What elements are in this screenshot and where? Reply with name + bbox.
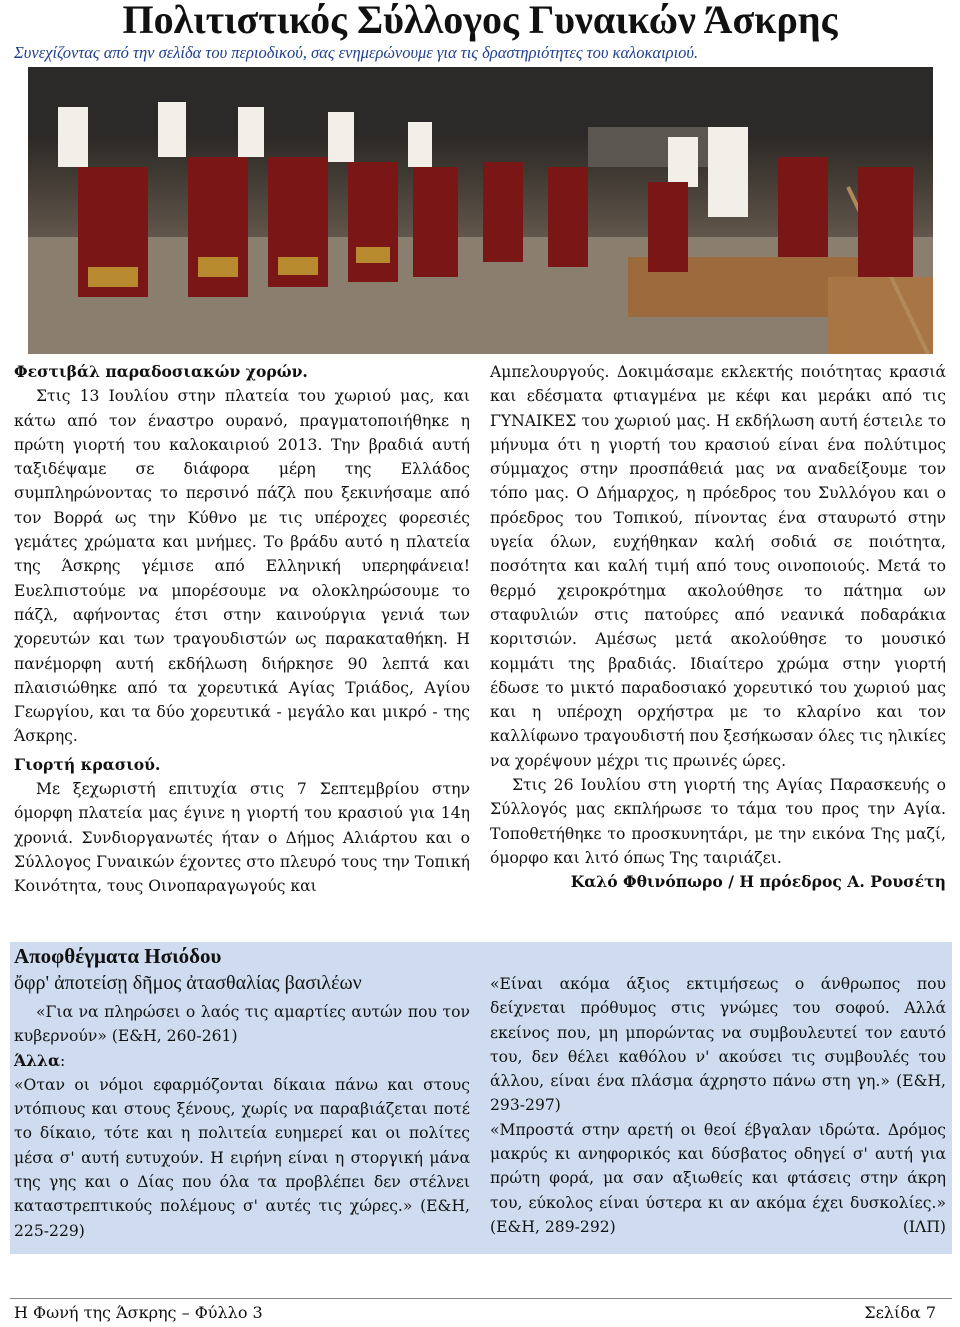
- footer-publication: Η Φωνή της Άσκρης – Φύλλο 3: [14, 1303, 263, 1322]
- quote-1: «Για να πληρώσει ο λαός τις αμαρτίες αυτών που τον κυβερνούν» (Ε&Η, 260-261): [14, 1003, 470, 1046]
- quotes-box: [10, 942, 952, 1254]
- page-title: Πολιτιστικός Σύλλογος Γυναικών Άσκρης: [122, 0, 838, 42]
- right-column: [490, 360, 946, 895]
- left-column: [14, 360, 470, 899]
- alla-line: [14, 1049, 470, 1073]
- signature: Καλό Φθινόπωρο / Η πρόεδρος Α. Ρουσέτη: [570, 872, 946, 892]
- alla-colon: :: [59, 1051, 66, 1070]
- quote-4: [490, 1118, 946, 1239]
- alla-label: Άλλα: [14, 1050, 60, 1070]
- wine-text: Με ξεχωριστή επιτυχία στις 7 Σεπτεμβρίου στην όμορφη πλατεία μας έγινε η γιορτή του κρασιού για 14η χρονιά. Συνδιοργανωτές ήταν ο Δήμος Αλιάρτου και ο Σύλλογος Γυναικών έχοντες στο πλευρό τους την Τοπική Κοινότητα, τους Οινοπαραγωγούς και: [14, 780, 470, 896]
- festival-text: Στις 13 Ιουλίου στην πλατεία του χωριού μας, και κάτω από τον έναστρο ουρανό, πραγματοποιήθηκε η πρώτη γιορτή του καλοκαιριού 2013. Την βραδιά αυτή ταξιδέψαμε σε διάφορα μέρη της Ελλάδος συμπληρώνοντας το περσινό πάζλ που ξεκινήσαμε από τον Βορρά ως την Κύθνο με τις υπέροχες φορεσιές γεμάτες χρώματα και μνήμες. Το βράδυ αυτό η πλατεία της Άσκρης γέμισε από Ελληνική υπερηφάνεια! Ευελπιστούμε να μπορέσουμε να ολοκληρώσουμε το πάζλ, αφήνοντας έτσι στην καινούργια γενιά των χορευτών και των τραγουδιστών ως παρακαταθήκη. Η πανέμορφη αυτή εκδήλωση διήρκησε 90 λεπτά και πλαισιώθηκε από τα χορευτικά Αγίας Τριάδος, Αγίου Γεωργίου, και τα δύο χορευτικά - μεγάλο και μικρό - της Άσκρης.: [14, 387, 470, 746]
- quote-3: «Είναι ακόμα άξιος εκτιμήσεως ο άνθρωπος που δείχνεται πρόθυμος στις γνώμες του σοφού. Αλλά εκείνος που, μη μπορώντας να συμβουλευτεί τον εαυτό του, δεν θέλει καθόλου ν' ακούσει τις συμβουλές του άλλου, είναι ένα πλάσμα άχρηστο πάνω στη γη.» (Ε&Η, 293-297): [490, 975, 946, 1115]
- wine-heading: Γιορτή κρασιού.: [14, 754, 161, 774]
- wine-text-continued: Αμπελουργούς. Δοκιμάσαμε εκλεκτής ποιότητας κρασιά και εδέσματα φτιαγμένα με κέφι και μεράκι από τις ΓΥΝΑΙΚΕΣ του χωριού μας. Η εκδήλωση αυτή έστειλε το μήνυμα ότι η γιορτή του κρασιού είναι ένα πολύτιμος σύμμαχος στην προσπάθειά μας να αναδείξουμε τον τόπο μας. Ο Δήμαρχος, η πρόεδρος του Συλλόγου και ο πρόεδρος του Τοπικού, πίνοντας ένα σταυρωτό στην υγεία όλων, ευχήθηκαν καλή σοδιά σε ποιότητα, ποσότητα και καλή τιμή από τους οινοποιούς. Μετά το θερμό χειροκρότημα ακολούθησε το πάτημα ων σταφυλιών στις πατούρες από νεανικά ποδαράκια κοριτσιών. Αμέσως μετά ακολούθησε το μουσικό κομμάτι της βραδιάς. Ιδιαίτερο χρώμα στην γιορτή έδωσε το μικτό παραδοσιακό χορευτικό του χωριού μας και η υπέροχη ορχήστρα με το κλαρίνο και τον καλλίφωνο τραγουδιστή που ξεσήκωσαν όλες τις ηλικίες να χορέψουν μέχρι τις πρωινές ώρες.: [490, 363, 946, 770]
- paraskevi-text: Στις 26 Ιουλίου στη γιορτή της Αγίας Παρασκευής ο Σύλλογός μας εκπλήρωσε το τάμα του προς την Αγία. Τοποθετήθηκε το προσκυνητάρι, με την εικόνα Της μαζί, όμορφο και λιτό όπως Της ταιριάζει.: [490, 776, 946, 867]
- quote-2: «Οταν οι νόμοι εφαρμόζονται δίκαια πάνω και στους ντόπιους και στους ξένους, χωρίς να παραβιάζεται ποτέ το δίκαιο, τότε και η πολιτεία ευημερεί και οι πολίτες μέσα σ' αυτή ευτυχούν. Η ειρήνη είναι η στοργική μάνα της γης και ο Δίας που όλα τα προβλέπει δεν στέλνει καταστρεπτικούς πολέμους σ' αυτές τις χώρες.» (Ε&Η, 225-229): [14, 1075, 470, 1240]
- dancers-photo: [28, 67, 933, 354]
- quotes-left: [14, 1000, 470, 1243]
- photo-illustration: [28, 67, 933, 354]
- festival-heading: Φεστιβάλ παραδοσιακών χορών.: [14, 362, 308, 381]
- quotes-right: [490, 972, 946, 1239]
- footer-page-number: Σελίδα 7: [864, 1303, 936, 1322]
- footer-divider: [10, 1298, 952, 1299]
- quote-4-text: «Μπροστά στην αρετή οι θεοί έβγαλαν ιδρώτα. Δρόμος μακρύς κι ανηφορικός και δύσβατος οδηγεί σ' αυτή για πρώτη φορά, μα σαν αξιωθείς και φτάσεις στην άκρη του, εύκολος είναι ύστερα κι αν ακόμα έχει δυσκολίες.» (Ε&Η, 289-292): [490, 1120, 946, 1236]
- intro-line: Συνεχίζοντας από την σελίδα του περιοδικού, σας ενημερώνουμε για τις δραστηριότητες του καλοκαιριού.: [14, 43, 699, 62]
- quotes-heading: Αποφθέγματα Ησιόδου: [14, 944, 222, 968]
- quote-4-sign: (ΙΛΠ): [902, 1217, 946, 1236]
- ancient-greek-quote: ὄφρ' ἀποτείσῃ δῆμος ἀτασθαλίας βασιλέων: [14, 972, 362, 994]
